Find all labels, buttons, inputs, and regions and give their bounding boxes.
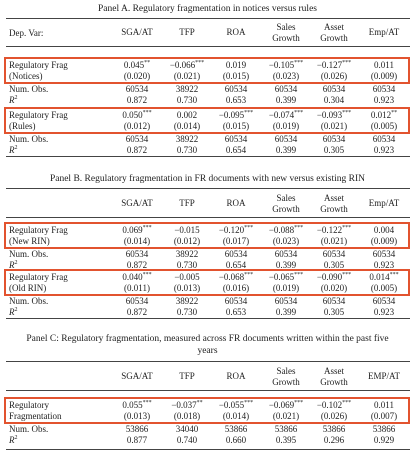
panel-b-old-rin-coef-cell: 0.014*** — [369, 272, 399, 282]
panel-a-notices-highlight-box — [4, 57, 410, 84]
panel-c-frag-r2-cell: 0.395 — [275, 435, 297, 445]
panel-a-notices-se-cell: (0.023) — [272, 71, 300, 81]
panel-a-notices-r2-cell: 0.304 — [323, 95, 345, 105]
panel-c-frag-obs-cell: 53866 — [322, 424, 346, 434]
panel-c-frag-coef-cell: −0.069*** — [268, 400, 304, 410]
panel-c-frag-obs-label: Num. Obs. — [9, 424, 49, 434]
panel-c-header-4: Asset Growth — [320, 366, 348, 387]
panel-c-frag-se-cell: (0.021) — [272, 411, 300, 421]
panel-a-rules-r2-cell: 0.305 — [323, 145, 345, 155]
panel-b-new-rin-se-cell: (0.012) — [173, 236, 201, 246]
panel-a-notices-label-1: Regulatory Frag — [9, 60, 68, 70]
panel-a-rules-se-cell: (0.019) — [272, 121, 300, 131]
panel-a-notices-obs-cell: 60534 — [322, 84, 346, 94]
panel-a-header-2: ROA — [226, 27, 246, 37]
panel-b-old-rin-r2-cell: 0.872 — [126, 307, 148, 317]
panel-b-new-rin-se-cell: (0.014) — [123, 236, 151, 246]
panel-b-new-rin-se-cell: (0.021) — [320, 236, 348, 246]
panel-b-new-rin-obs-cell: 60534 — [125, 249, 149, 259]
panel-a-notices-r2-cell: 0.872 — [126, 95, 148, 105]
panel-b-header-4: Asset Growth — [320, 193, 348, 214]
panel-c-title-line2: years — [197, 346, 218, 356]
panel-c-frag-r2-cell: 0.740 — [176, 435, 198, 445]
panel-b-new-rin-obs-cell: 38922 — [175, 249, 199, 259]
panel-a-notices-se-cell: (0.015) — [222, 71, 250, 81]
panel-c-frag-coef-cell: −0.037** — [171, 400, 203, 410]
panel-b-new-rin-se-cell: (0.023) — [272, 236, 300, 246]
panel-b-old-rin-r2-cell: 0.399 — [275, 307, 297, 317]
panel-a-rules-se-cell: (0.021) — [320, 121, 348, 131]
panel-a-rules-coef-cell: −0.093*** — [316, 110, 352, 120]
panel-a-header-rule — [6, 46, 410, 47]
panel-b-new-rin-obs-cell: 60534 — [224, 249, 248, 259]
panel-a-rules-label-1: Regulatory Frag — [9, 110, 68, 120]
panel-a-rules-coef-cell: −0.095*** — [218, 110, 254, 120]
panel-a-rules-obs-cell: 60534 — [274, 134, 298, 144]
panel-c-frag-se-cell: (0.018) — [173, 411, 201, 421]
panel-b-new-rin-r2-cell: 0.654 — [225, 260, 247, 270]
panel-a-notices-obs-cell: 60534 — [224, 84, 248, 94]
panel-b-old-rin-se-cell: (0.013) — [173, 283, 201, 293]
panel-c-frag-obs-cell: 53866 — [224, 424, 248, 434]
panel-b-new-rin-r2-cell: 0.730 — [176, 260, 198, 270]
dep-var-label: Dep. Var: — [9, 28, 44, 38]
panel-a-notices-r2-cell: 0.923 — [373, 95, 395, 105]
panel-b-new-rin-coef-cell: −0.088*** — [268, 225, 304, 235]
panel-a-notices-coef-cell: 0.045** — [123, 60, 151, 70]
panel-c-frag-coef-cell: 0.055*** — [122, 400, 152, 410]
panel-a-title: Panel A. Regulatory fragmentation in notices versus rules — [98, 4, 317, 14]
panel-b-new-rin-coef-cell: 0.069*** — [122, 225, 152, 235]
panel-a-notices-se-cell: (0.026) — [320, 71, 348, 81]
panel-b-header-0: SGA/AT — [121, 198, 153, 208]
panel-a-rules-se-cell: (0.015) — [222, 121, 250, 131]
panel-c-header-1: TFP — [179, 371, 195, 381]
panel-a-header-5: Emp/AT — [368, 27, 400, 37]
panel-a-notices-se-cell: (0.009) — [370, 71, 398, 81]
panel-b-old-rin-obs-cell: 60534 — [274, 296, 298, 306]
panel-b-old-rin-obs-cell: 60534 — [372, 296, 396, 306]
panel-a-notices-obs-cell: 60534 — [274, 84, 298, 94]
panel-c-frag-obs-cell: 34040 — [175, 424, 199, 434]
panel-a-rules-coef-cell: 0.002 — [176, 110, 198, 120]
panel-a-rules-coef-cell: 0.050*** — [122, 110, 152, 120]
panel-b-old-rin-r2-cell: 0.923 — [373, 307, 395, 317]
panel-a-rules-r2-cell: 0.399 — [275, 145, 297, 155]
panel-b-old-rin-r2-label: $R^2$ — [9, 307, 18, 317]
panel-c-frag-obs-cell: 53866 — [274, 424, 298, 434]
panel-b-old-rin-obs-cell: 60534 — [125, 296, 149, 306]
panel-c-header-0: SGA/AT — [121, 371, 153, 381]
panel-a-notices-coef-cell: 0.011 — [374, 60, 394, 70]
panel-b-old-rin-obs-label: Num. Obs. — [9, 296, 49, 306]
panel-c-top-rule — [6, 361, 410, 362]
panel-c-header-2: ROA — [226, 371, 246, 381]
panel-b-new-rin-r2-cell: 0.923 — [373, 260, 395, 270]
panel-a-header-0: SGA/AT — [121, 27, 153, 37]
panel-a-rules-coef-cell: −0.074*** — [268, 110, 304, 120]
panel-a-rules-se-cell: (0.012) — [123, 121, 151, 131]
panel-b-header-5: Emp/AT — [368, 198, 400, 208]
panel-b-new-rin-coef-cell: −0.122*** — [316, 225, 352, 235]
panel-a-notices-r2-cell: 0.653 — [225, 95, 247, 105]
panel-a-notices-label-2: (Notices) — [9, 71, 43, 81]
panel-b-new-rin-se-cell: (0.017) — [222, 236, 250, 246]
panel-a-notices-se-cell: (0.020) — [123, 71, 151, 81]
panel-c-frag-r2-cell: 0.877 — [126, 435, 148, 445]
panel-c-frag-coef-cell: −0.102*** — [316, 400, 352, 410]
panel-b-title: Panel B. Regulatory fragmentation in FR documents with new versus existing RIN — [49, 174, 366, 184]
panel-c-frag-se-cell: (0.026) — [320, 411, 348, 421]
panel-b-old-rin-se-cell: (0.020) — [320, 283, 348, 293]
panel-c-frag-obs-cell: 53866 — [125, 424, 149, 434]
panel-a-bottom-rule — [6, 156, 410, 157]
panel-b-header-3: Sales Growth — [272, 193, 300, 214]
panel-a-notices-coef-cell: −0.127*** — [316, 60, 352, 70]
panel-a-rules-coef-cell: 0.012** — [370, 110, 398, 120]
panel-a-notices-coef-cell: 0.019 — [225, 60, 247, 70]
panel-b-new-rin-se-cell: (0.009) — [370, 236, 398, 246]
panel-b-old-rin-coef-cell: −0.090*** — [316, 272, 352, 282]
panel-b-old-rin-r2-cell: 0.305 — [323, 307, 345, 317]
panel-b-old-rin-coef-cell: 0.040*** — [122, 272, 152, 282]
panel-c-frag-label-2: Fragmentation — [9, 411, 62, 421]
panel-c-frag-se-cell: (0.014) — [222, 411, 250, 421]
panel-c-header-rule — [6, 390, 410, 391]
panel-a-notices-coef-cell: −0.105*** — [268, 60, 304, 70]
panel-b-old-rin-obs-cell: 38922 — [175, 296, 199, 306]
panel-c-frag-coef-cell: 0.011 — [374, 400, 394, 410]
panel-a-rules-obs-label: Num. Obs. — [9, 134, 49, 144]
panel-a-rules-se-cell: (0.014) — [173, 121, 201, 131]
panel-a-rules-se-cell: (0.005) — [370, 121, 398, 131]
panel-b-header-1: TFP — [179, 198, 195, 208]
panel-b-old-rin-se-cell: (0.005) — [370, 283, 398, 293]
panel-a-notices-r2-cell: 0.730 — [176, 95, 198, 105]
panel-a-notices-obs-cell: 38922 — [175, 84, 199, 94]
panel-a-rules-highlight-box — [4, 107, 410, 134]
panel-c-header-3: Sales Growth — [272, 366, 300, 387]
panel-b-new-rin-highlight-box — [4, 222, 410, 249]
panel-a-rules-obs-cell: 60534 — [224, 134, 248, 144]
panel-a-notices-obs-label: Num. Obs. — [9, 84, 49, 94]
panel-c-frag-label-1: Regulatory — [9, 400, 49, 410]
panel-b-old-rin-highlight-box — [4, 269, 410, 296]
panel-c-frag-r2-cell: 0.929 — [373, 435, 395, 445]
panel-a-header-1: TFP — [179, 27, 195, 37]
panel-b-top-rule — [6, 188, 410, 189]
panel-c-frag-se-cell: (0.013) — [123, 411, 151, 421]
panel-b-header-rule — [6, 217, 410, 218]
panel-b-new-rin-obs-label: Num. Obs. — [9, 249, 49, 259]
panel-c-header-5: EMP/AT — [367, 371, 400, 381]
panel-b-old-rin-se-cell: (0.016) — [222, 283, 250, 293]
panel-a-rules-label-2: (Rules) — [9, 121, 36, 131]
panel-c-frag-r2-label: $R^2$ — [9, 435, 18, 445]
panel-b-new-rin-r2-cell: 0.399 — [275, 260, 297, 270]
panel-b-old-rin-se-cell: (0.011) — [124, 283, 150, 293]
panel-b-new-rin-label-2: (New RIN) — [9, 236, 50, 246]
panel-a-rules-obs-cell: 60534 — [125, 134, 149, 144]
panel-b-old-rin-se-cell: (0.019) — [272, 283, 300, 293]
panel-a-notices-obs-cell: 60534 — [372, 84, 396, 94]
panel-c-frag-obs-cell: 53866 — [372, 424, 396, 434]
panel-b-new-rin-coef-cell: 0.004 — [373, 225, 395, 235]
panel-b-bottom-rule — [6, 318, 410, 319]
panel-c-frag-r2-cell: 0.660 — [225, 435, 247, 445]
panel-b-old-rin-label-1: Regulatory Frag — [9, 272, 68, 282]
panel-c-frag-coef-cell: −0.055*** — [218, 400, 254, 410]
panel-c-title-line1: Panel C: Regulatory fragmentation, measured across FR documents written within the past five — [26, 334, 389, 344]
panel-b-new-rin-obs-cell: 60534 — [274, 249, 298, 259]
panel-a-notices-obs-cell: 60534 — [125, 84, 149, 94]
panel-b-new-rin-obs-cell: 60534 — [372, 249, 396, 259]
panel-a-rules-r2-label: $R^2$ — [9, 145, 18, 155]
panel-b-new-rin-label-1: Regulatory Frag — [9, 225, 68, 235]
panel-a-notices-coef-cell: −0.066*** — [169, 60, 205, 70]
panel-a-rules-obs-cell: 60534 — [372, 134, 396, 144]
panel-b-header-2: ROA — [226, 198, 246, 208]
panel-a-rules-obs-cell: 38922 — [175, 134, 199, 144]
panel-b-new-rin-r2-cell: 0.305 — [323, 260, 345, 270]
panel-a-notices-r2-label: $R^2$ — [9, 95, 18, 105]
panel-a-rules-r2-cell: 0.654 — [225, 145, 247, 155]
panel-a-header-3: Sales Growth — [272, 22, 300, 43]
panel-b-old-rin-coef-cell: −0.065*** — [268, 272, 304, 282]
panel-a-rules-r2-cell: 0.730 — [176, 145, 198, 155]
panel-b-old-rin-obs-cell: 60534 — [224, 296, 248, 306]
panel-a-top-rule — [6, 18, 410, 19]
panel-b-old-rin-coef-cell: −0.005 — [174, 272, 200, 282]
panel-b-old-rin-coef-cell: −0.068*** — [218, 272, 254, 282]
panel-b-new-rin-r2-cell: 0.872 — [126, 260, 148, 270]
panel-a-rules-r2-cell: 0.923 — [373, 145, 395, 155]
panel-c-frag-highlight-box — [4, 397, 410, 424]
panel-a-notices-r2-cell: 0.399 — [275, 95, 297, 105]
panel-b-new-rin-obs-cell: 60534 — [322, 249, 346, 259]
panel-c-bottom-rule — [6, 449, 410, 450]
panel-a-header-4: Asset Growth — [320, 22, 348, 43]
panel-a-notices-se-cell: (0.021) — [173, 71, 201, 81]
panel-b-new-rin-coef-cell: −0.015 — [174, 225, 200, 235]
panel-b-old-rin-obs-cell: 60534 — [322, 296, 346, 306]
panel-b-old-rin-label-2: (Old RIN) — [9, 283, 47, 293]
panel-c-frag-r2-cell: 0.296 — [323, 435, 345, 445]
panel-b-old-rin-r2-cell: 0.730 — [176, 307, 198, 317]
panel-a-rules-obs-cell: 60534 — [322, 134, 346, 144]
panel-c-frag-se-cell: (0.007) — [370, 411, 398, 421]
panel-b-new-rin-coef-cell: −0.120*** — [218, 225, 254, 235]
panel-b-old-rin-r2-cell: 0.653 — [225, 307, 247, 317]
panel-a-rules-r2-cell: 0.872 — [126, 145, 148, 155]
panel-b-new-rin-r2-label: $R^2$ — [9, 260, 18, 270]
